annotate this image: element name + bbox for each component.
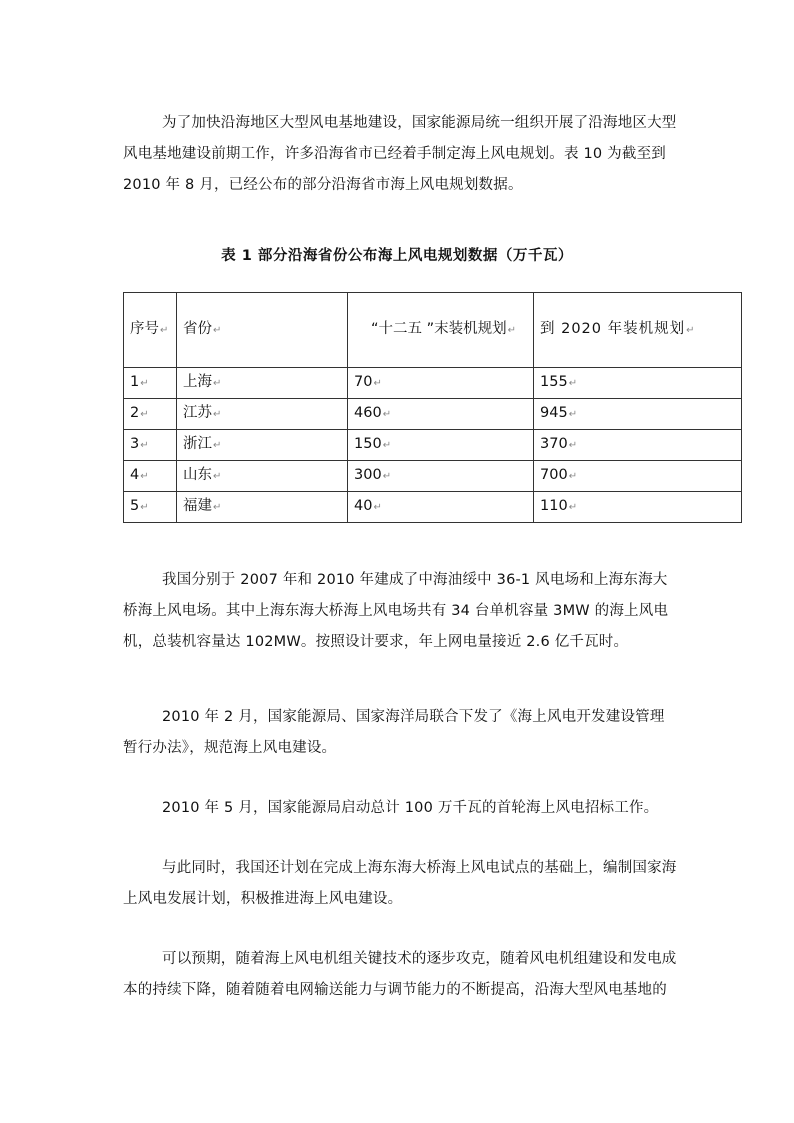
paragraph-mark: ↵ bbox=[382, 440, 392, 451]
table-container bbox=[123, 292, 696, 522]
header-plan-2020: 到 2020 年装机规划↵ bbox=[534, 293, 742, 368]
paragraph-mark: ↵ bbox=[213, 471, 222, 482]
cell-value: 3 bbox=[130, 436, 140, 452]
cell-value: 945 bbox=[540, 405, 568, 421]
paragraph-mark: ↵ bbox=[373, 502, 382, 513]
table-header-row bbox=[124, 293, 742, 368]
table-row bbox=[124, 399, 742, 430]
table-cell-plan-12th bbox=[348, 399, 534, 430]
paragraph-mark: ↵ bbox=[213, 409, 222, 420]
table-row bbox=[124, 461, 742, 492]
paragraph-mark: ↵ bbox=[213, 378, 222, 389]
paragraph-mark: ↵ bbox=[568, 502, 578, 513]
paragraph-mark: ↵ bbox=[140, 440, 149, 451]
paragraph-mark: ↵ bbox=[140, 378, 149, 389]
paragraph-mark: ↵ bbox=[568, 440, 578, 451]
table-row bbox=[124, 492, 742, 523]
cell-value: 4 bbox=[130, 467, 140, 483]
cell-value: 2 bbox=[130, 405, 140, 421]
table-cell-plan-2020 bbox=[534, 368, 742, 399]
table-cell-plan-12th bbox=[348, 368, 534, 399]
table-cell-plan-2020 bbox=[534, 399, 742, 430]
table-cell-province bbox=[177, 492, 348, 523]
intro-paragraph: 为了加快沿海地区大型风电基地建设，国家能源局统一组织开展了沿海地区大型风电基地建设前期工作，许多沿海省市已经着手制定海上风电规划。表 10 为截至到 2010 年 8 月，已经公布的部分沿海省市海上风电规划数据。 bbox=[123, 115, 677, 193]
table-cell-plan-2020 bbox=[534, 430, 742, 461]
cell-value: 300 bbox=[354, 467, 382, 483]
paragraph-mark: ↵ bbox=[382, 471, 392, 482]
paragraph-mark: ↵ bbox=[213, 502, 222, 513]
table-cell-seq bbox=[124, 399, 177, 430]
table-cell-plan-12th bbox=[348, 492, 534, 523]
table-cell-seq bbox=[124, 492, 177, 523]
paragraph-mark: ↵ bbox=[568, 409, 578, 420]
table-cell-plan-2020 bbox=[534, 492, 742, 523]
table-cell-province bbox=[177, 461, 348, 492]
cell-value: 1 bbox=[130, 374, 140, 390]
paragraph-mark: ↵ bbox=[140, 409, 149, 420]
table-cell-province bbox=[177, 399, 348, 430]
cell-value: 福建 bbox=[183, 498, 212, 514]
table-cell-plan-12th bbox=[348, 461, 534, 492]
paragraph-mark: ↵ bbox=[373, 378, 382, 389]
table-cell-plan-12th bbox=[348, 430, 534, 461]
table-cell-plan-2020 bbox=[534, 461, 742, 492]
table-row bbox=[124, 430, 742, 461]
cell-value: 70 bbox=[354, 374, 373, 390]
cell-value: 150 bbox=[354, 436, 382, 452]
paragraph-mark: ↵ bbox=[568, 378, 578, 389]
cell-value: 5 bbox=[130, 498, 140, 514]
table-row bbox=[124, 368, 742, 399]
paragraph-outlook: 可以预期，随着海上风电机组关键技术的逐步攻克，随着风电机组建设和发电成本的持续下降，随着随着电网输送能力与调节能力的不断提高，沿海大型风电基地的 bbox=[123, 951, 677, 998]
paragraph-mark: ↵ bbox=[382, 409, 392, 420]
cell-value: 110 bbox=[540, 498, 568, 514]
cell-value: 370 bbox=[540, 436, 568, 452]
cell-value: 山东 bbox=[183, 467, 212, 483]
header-seq: 序号↵ bbox=[124, 293, 177, 368]
cell-value: 40 bbox=[354, 498, 373, 514]
table-cell-seq bbox=[124, 461, 177, 492]
cell-value: 700 bbox=[540, 467, 568, 483]
cell-value: 460 bbox=[354, 405, 382, 421]
paragraph-regulation: 2010 年 2 月，国家能源局、国家海洋局联合下发了《海上风电开发建设管理暂行办法》，规范海上风电建设。 bbox=[123, 709, 665, 756]
wind-plan-table bbox=[123, 292, 742, 523]
table-cell-province bbox=[177, 368, 348, 399]
paragraph-mark: ↵ bbox=[568, 471, 578, 482]
header-province: 省份↵ bbox=[177, 293, 348, 368]
paragraph-mark: ↵ bbox=[213, 440, 222, 451]
cell-value: 上海 bbox=[183, 374, 212, 390]
table-cell-province bbox=[177, 430, 348, 461]
cell-value: 155 bbox=[540, 374, 568, 390]
cell-value: 浙江 bbox=[183, 436, 212, 452]
paragraph-mark: ↵ bbox=[140, 471, 149, 482]
table-cell-seq bbox=[124, 430, 177, 461]
paragraph-mark: ↵ bbox=[140, 502, 149, 513]
paragraph-plan: 与此同时，我国还计划在完成上海东海大桥海上风电试点的基础上，编制国家海上风电发展计划，积极推进海上风电建设。 bbox=[123, 860, 677, 907]
paragraph-built-farms: 我国分别于 2007 年和 2010 年建成了中海油绥中 36-1 风电场和上海东海大桥海上风电场。其中上海东海大桥海上风电场共有 34 台单机容量 3MW 的海上风电机，总装机容量达 102MW。按照设计要求，年上网电量接近 2.6 亿千瓦时。 bbox=[123, 572, 669, 650]
table-caption: 表 1 部分沿海省份公布海上风电规划数据（万千瓦） bbox=[221, 248, 573, 264]
paragraph-tender: 2010 年 5 月，国家能源局启动总计 100 万千瓦的首轮海上风电招标工作。 bbox=[162, 800, 659, 816]
cell-value: 江苏 bbox=[183, 405, 212, 421]
table-cell-seq bbox=[124, 368, 177, 399]
header-plan-12th: “十二五 ”末装机规划↵ bbox=[348, 293, 534, 368]
